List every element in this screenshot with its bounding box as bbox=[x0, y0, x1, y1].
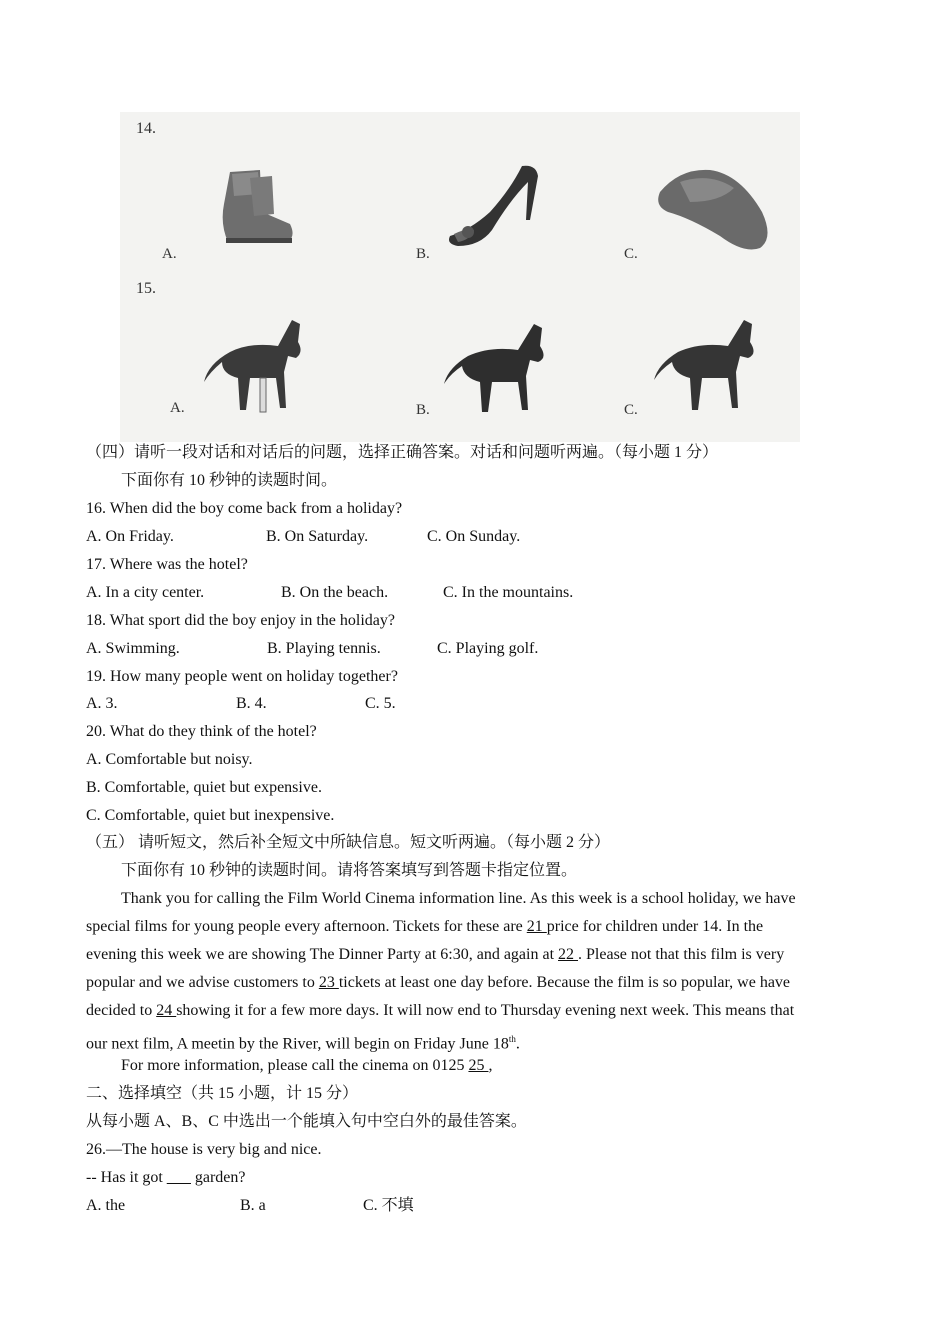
question-19: 19. How many people went on holiday together? bbox=[86, 668, 398, 685]
horse-b-image bbox=[440, 318, 560, 418]
blank-22: 22 bbox=[558, 946, 579, 963]
blank-23: 23 bbox=[318, 974, 339, 991]
question-18-options bbox=[86, 639, 786, 659]
blank-26: ___ bbox=[166, 1169, 191, 1186]
section-4-reading-time: 下面你有 10 秒钟的读题时间。 bbox=[121, 472, 338, 489]
question-14-number: 14. bbox=[136, 120, 156, 137]
option-b: B. Playing tennis. bbox=[267, 640, 381, 657]
option-c: C. In the mountains. bbox=[443, 584, 574, 601]
question-15-option-c: C. bbox=[624, 402, 638, 418]
high-heel-shoe-image bbox=[440, 160, 550, 255]
option-b: B. On the beach. bbox=[281, 584, 389, 601]
boot-image bbox=[210, 164, 300, 249]
part-2-instruction: 从每小题 A、B、C 中选出一个能填入句中空白外的最佳答案。 bbox=[86, 1113, 527, 1130]
horse-a-image bbox=[200, 312, 320, 417]
question-20-option-a: A. Comfortable but noisy. bbox=[86, 751, 253, 768]
question-17: 17. Where was the hotel? bbox=[86, 556, 248, 573]
passage-line-3: evening this week we are showing The Dinner Party at 6:30, and again at 22 . Please not that this film is very bbox=[86, 946, 785, 963]
question-18: 18. What sport did the boy enjoy in the holiday? bbox=[86, 612, 395, 629]
question-17-options bbox=[86, 583, 786, 603]
passage-line-1: Thank you for calling the Film World Cinema information line. As this week is a school holiday, we have bbox=[121, 890, 796, 907]
question-20-option-b: B. Comfortable, quiet but expensive. bbox=[86, 779, 322, 796]
passage-line-6: our next film, A meetin by the River, will begin on Friday June 18th. bbox=[86, 1034, 520, 1053]
option-c: C. On Sunday. bbox=[427, 528, 521, 545]
blank-25: 25 bbox=[468, 1057, 489, 1074]
question-26-options bbox=[86, 1196, 786, 1216]
passage-line-7: For more information, please call the cinema on 0125 25 , bbox=[121, 1057, 493, 1074]
question-16-options bbox=[86, 527, 786, 547]
question-26-line-2: -- Has it got ___ garden? bbox=[86, 1169, 246, 1186]
question-14-option-c: C. bbox=[624, 246, 638, 262]
question-20: 20. What do they think of the hotel? bbox=[86, 723, 317, 740]
question-14-option-a: A. bbox=[162, 246, 177, 262]
question-26-line-1: 26.—The house is very big and nice. bbox=[86, 1141, 322, 1158]
part-2-heading: 二、选择填空（共 15 小题，计 15 分） bbox=[86, 1085, 359, 1102]
section-5-reading-time: 下面你有 10 秒钟的读题时间。请将答案填写到答题卡指定位置。 bbox=[121, 862, 578, 879]
question-19-options bbox=[86, 694, 786, 714]
slipper-image bbox=[650, 162, 780, 257]
option-c: C. 5. bbox=[365, 695, 396, 712]
blank-21: 21 bbox=[526, 918, 547, 935]
option-b: B. On Saturday. bbox=[266, 528, 369, 545]
section-4-heading: （四）请听一段对话和对话后的问题，选择正确答案。对话和问题听两遍。（每小题 1 分） bbox=[86, 444, 719, 461]
question-15-option-a: A. bbox=[170, 400, 185, 416]
passage-line-5: decided to 24 showing it for a few more days. It will now end to Thursday evening next week. This means that bbox=[86, 1002, 795, 1019]
option-b: B. 4. bbox=[236, 695, 267, 712]
option-a: A. the bbox=[86, 1197, 126, 1214]
question-15-option-b: B. bbox=[416, 402, 430, 418]
option-c: C. Playing golf. bbox=[437, 640, 539, 657]
option-c: C. 不填 bbox=[363, 1197, 414, 1214]
option-a: A. Swimming. bbox=[86, 640, 180, 657]
option-a: A. On Friday. bbox=[86, 528, 174, 545]
passage-line-4: popular and we advise customers to 23 tickets at least one day before. Because the film is so popular, we have bbox=[86, 974, 791, 991]
option-a: A. In a city center. bbox=[86, 584, 205, 601]
blank-24: 24 bbox=[156, 1002, 177, 1019]
question-16: 16. When did the boy come back from a holiday? bbox=[86, 500, 403, 517]
question-20-option-c: C. Comfortable, quiet but inexpensive. bbox=[86, 807, 335, 824]
option-a: A. 3. bbox=[86, 695, 118, 712]
question-14-option-b: B. bbox=[416, 246, 430, 262]
passage-line-2: special films for young people every afternoon. Tickets for these are 21 price for children under 14. In the bbox=[86, 918, 764, 935]
horse-c-image bbox=[650, 314, 770, 414]
listening-pictures bbox=[120, 112, 800, 442]
section-5-heading: （五） 请听短文，然后补全短文中所缺信息。短文听两遍。（每小题 2 分） bbox=[86, 834, 611, 851]
question-15-number: 15. bbox=[136, 280, 156, 297]
option-b: B. a bbox=[240, 1197, 266, 1214]
